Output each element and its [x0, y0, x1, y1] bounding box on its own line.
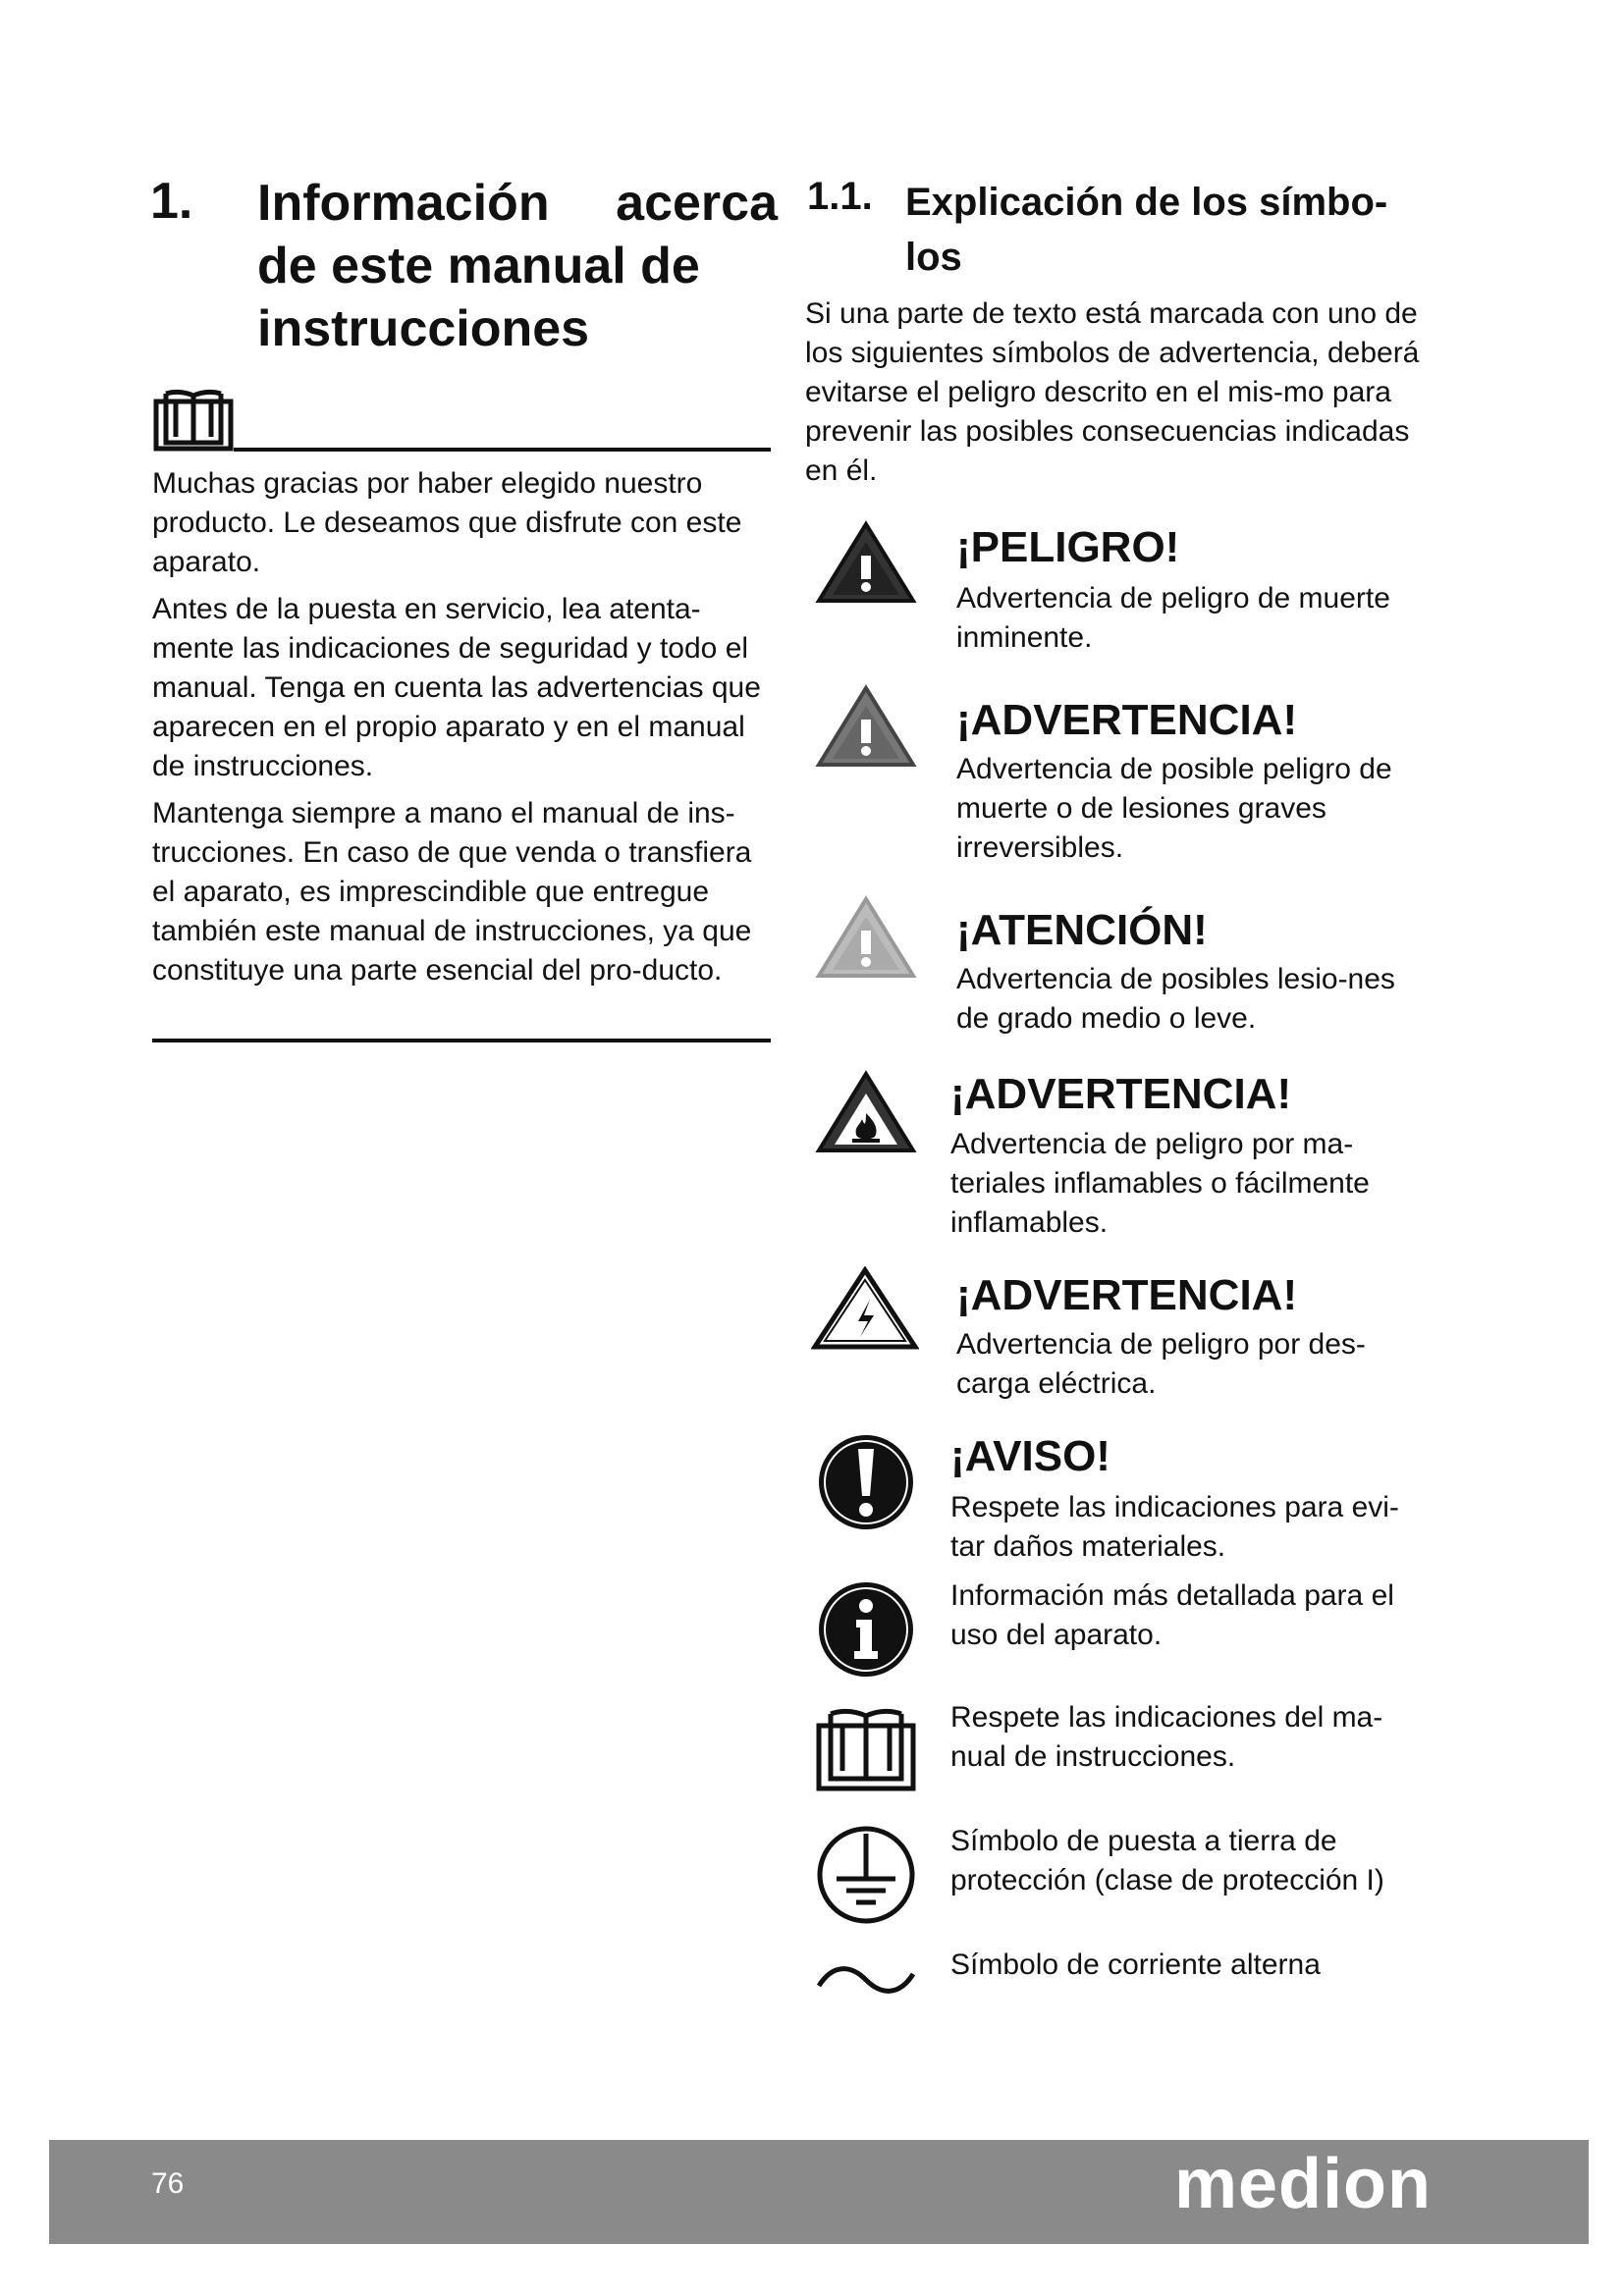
section-title-part: acerca: [616, 175, 778, 232]
symbol-description: Advertencia de peligro de muerte inminente.: [956, 582, 1390, 654]
symbol-description: Advertencia de posibles lesio-nes de grado medio o leve.: [956, 963, 1395, 1035]
intro-text: [152, 464, 771, 998]
symbol-description: Símbolo de corriente alterna: [950, 1949, 1321, 1981]
paragraph: Mantenga siempre a mano el manual de ins-trucciones. En caso de que venda o transfiera el aparato, es imprescindible que entregue también este manual de instrucciones, ya que constituye una parte esencial del pro-ducto.: [152, 797, 752, 987]
subsection-number: 1.1.: [807, 175, 873, 218]
electric-shock-triangle-icon: [811, 1266, 919, 1351]
paragraph: Muchas gracias por haber elegido nuestro producto. Le deseamos que disfrute con este aparato.: [152, 467, 742, 578]
symbol-description: Respete las indicaciones del ma-nual de instrucciones.: [950, 1701, 1383, 1773]
symbol-title: ¡ADVERTENCIA!: [956, 1271, 1298, 1319]
flammable-triangle-icon: [815, 1070, 917, 1154]
info-circle-icon: [815, 1578, 917, 1681]
page-footer: [49, 2140, 1589, 2244]
brand-logo: medion: [1173, 2145, 1432, 2223]
symbol-title: ¡ATENCIÓN!: [956, 906, 1208, 954]
caution-triangle-icon: [815, 895, 917, 980]
subsection-title: [905, 175, 1416, 285]
section-title-line: de este manual de: [257, 238, 700, 294]
divider: [234, 448, 771, 452]
symbol-description: Advertencia de peligro por ma-teriales inflamables o fácilmente inflamables.: [950, 1128, 1370, 1239]
protective-earth-icon: [815, 1824, 917, 1926]
subsection-title-line: los: [905, 236, 962, 279]
symbol-title: ¡AVISO!: [950, 1432, 1110, 1480]
manual-book-icon: [152, 388, 235, 453]
paragraph: Antes de la puesta en servicio, lea atenta-mente las indicaciones de seguridad y todo el manual. Tenga en cuenta las advertencias que aparecen en el propio aparato y en el manual de instrucciones.: [152, 593, 761, 782]
manual-book-icon: [815, 1706, 917, 1794]
symbol-title: ¡ADVERTENCIA!: [950, 1070, 1292, 1118]
alternating-current-icon: [815, 1958, 917, 2003]
symbol-title: ¡ADVERTENCIA!: [956, 696, 1298, 744]
warning-triangle-icon: [815, 684, 917, 769]
section-title-line: instrucciones: [257, 300, 590, 357]
danger-triangle-icon: [815, 520, 917, 605]
symbol-description: Información más detallada para el uso del aparato.: [950, 1579, 1394, 1651]
divider: [152, 1039, 771, 1042]
section-number: 1.: [150, 173, 193, 230]
symbol-description: Advertencia de peligro por des-carga eléctrica.: [956, 1328, 1366, 1400]
symbol-description: Advertencia de posible peligro de muerte o de lesiones graves irreversibles.: [956, 753, 1392, 864]
subsection-title-line: Explicación de los símbo-: [905, 181, 1388, 224]
section-title-part: Información: [257, 175, 550, 232]
page-number: 76: [151, 2167, 185, 2200]
symbol-description: Respete las indicaciones para evi-tar daños materiales.: [950, 1491, 1399, 1563]
exclamation-circle-icon: [815, 1431, 917, 1533]
symbols-intro: Si una parte de texto está marcada con uno de los siguientes símbolos de advertencia, deberá evitarse el peligro descrito en el mis-mo para prevenir las posibles consecuencias indicadas en él.: [805, 297, 1420, 487]
symbol-title: ¡PELIGRO!: [956, 523, 1180, 571]
symbol-description: Símbolo de puesta a tierra de protección (clase de protección I): [950, 1825, 1384, 1896]
section-title: [257, 172, 778, 360]
